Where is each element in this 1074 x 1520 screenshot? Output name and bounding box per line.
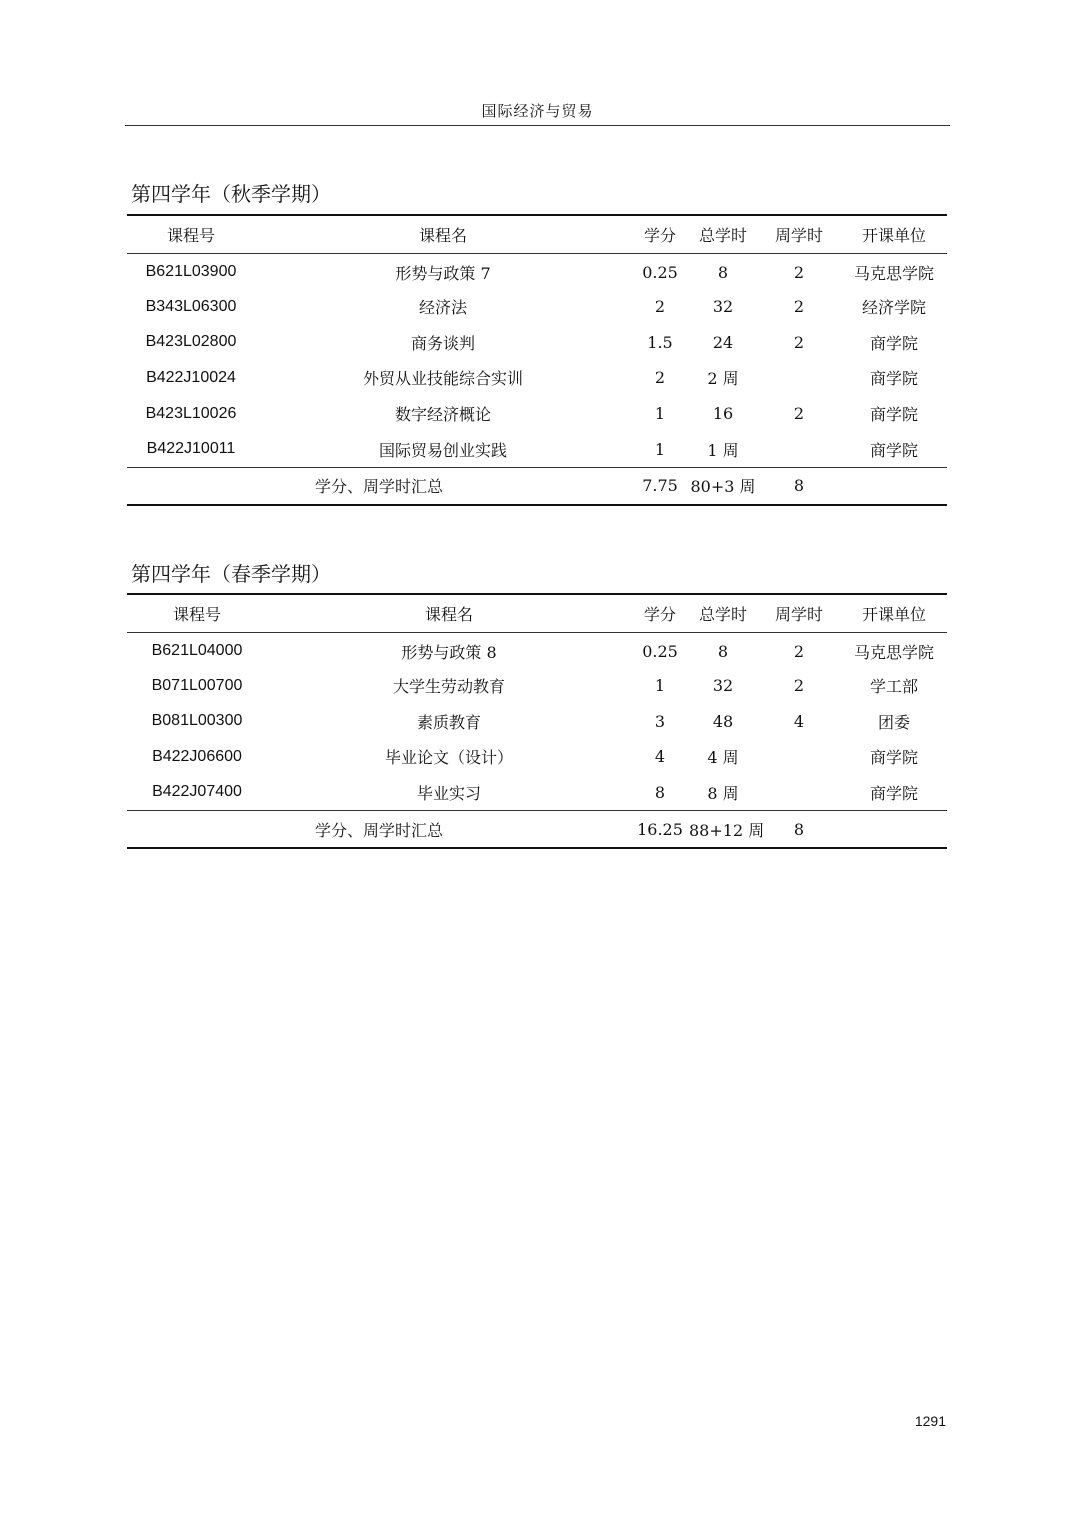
summary-row [127, 467, 947, 505]
course-name: 毕业论文（设计） [384, 748, 513, 768]
course-weekly-hours [757, 739, 841, 775]
course-weekly-hours: 2 [793, 404, 805, 424]
course-code: B423L02800 [145, 333, 237, 351]
summary-label: 学分、周学时汇总 [127, 467, 631, 505]
course-code: B621L04000 [151, 642, 243, 660]
course-credit: 1 [654, 404, 666, 424]
course-credit: 4 [654, 747, 666, 767]
course-hours: 32 [712, 297, 734, 317]
table-row [127, 775, 947, 811]
column-header-weekly: 周学时 [757, 215, 841, 253]
course-weekly-hours: 2 [793, 676, 805, 696]
table-header-row [127, 594, 947, 632]
course-hours: 24 [712, 332, 734, 352]
table-row [127, 396, 947, 432]
course-hours: 8 [717, 262, 729, 282]
course-credit: 2 [654, 297, 666, 317]
summary-dept [841, 467, 947, 505]
course-weekly-hours: 2 [793, 641, 805, 661]
course-credit: 0.25 [642, 262, 678, 282]
column-header-hours: 总学时 [689, 594, 757, 632]
course-hours: 48 [712, 711, 734, 731]
table-header-row [127, 215, 947, 253]
course-name: 商务谈判 [410, 333, 475, 353]
course-code: B423L10026 [145, 404, 237, 422]
table-row [127, 289, 947, 325]
course-weekly-hours [757, 431, 841, 467]
course-dept: 商学院 [869, 748, 918, 768]
course-name: 国际贸易创业实践 [378, 440, 507, 460]
column-header-name: 课程名 [255, 215, 631, 253]
course-name: 大学生劳动教育 [392, 677, 505, 697]
table-row [127, 431, 947, 467]
course-dept: 经济学院 [861, 298, 926, 318]
course-credit: 2 [654, 368, 666, 388]
course-hours: 32 [712, 676, 734, 696]
summary-row [127, 810, 947, 848]
spring-course-table [127, 593, 947, 849]
course-weekly-hours: 4 [793, 711, 805, 731]
table-row [127, 324, 947, 360]
course-weekly-hours: 2 [793, 297, 805, 317]
course-name: 形势与政策 7 [395, 263, 491, 283]
course-name: 形势与政策 8 [401, 642, 497, 662]
spring-section-title: 第四学年（春季学期） [131, 562, 331, 586]
column-header-name: 课程名 [267, 594, 631, 632]
course-hours: 2 周 [707, 369, 739, 389]
page-number: 1291 [914, 1413, 946, 1429]
summary-weekly-hours: 8 [757, 810, 841, 848]
course-dept: 学工部 [869, 677, 918, 697]
header-rule [125, 125, 950, 126]
course-name: 毕业实习 [416, 783, 481, 803]
course-credit: 0.25 [642, 641, 678, 661]
course-dept: 商学院 [869, 405, 918, 425]
course-dept: 商学院 [869, 440, 918, 460]
course-code: B422J07400 [152, 783, 242, 801]
course-code: B343L06300 [145, 297, 237, 315]
course-code: B422J10011 [146, 440, 236, 458]
summary-dept [841, 810, 947, 848]
table-row [127, 703, 947, 739]
course-hours: 8 周 [707, 783, 739, 803]
course-dept: 商学院 [869, 369, 918, 389]
course-hours: 4 周 [707, 748, 739, 768]
table-row [127, 668, 947, 704]
column-header-credit: 学分 [631, 215, 689, 253]
column-header-dept: 开课单位 [841, 215, 947, 253]
autumn-section-title: 第四学年（秋季学期） [131, 182, 331, 206]
running-header: 国际经济与贸易 [481, 102, 594, 120]
column-header-credit: 学分 [631, 594, 689, 632]
table-row [127, 360, 947, 396]
course-credit: 1 [654, 439, 666, 459]
column-header-hours: 总学时 [689, 215, 757, 253]
column-header-weekly: 周学时 [757, 594, 841, 632]
course-name: 经济法 [418, 298, 467, 318]
course-weekly-hours: 2 [793, 332, 805, 352]
course-dept: 商学院 [869, 333, 918, 353]
course-code: B422J06600 [152, 747, 242, 765]
course-dept: 马克思学院 [853, 263, 934, 283]
course-weekly-hours [757, 360, 841, 396]
course-dept: 商学院 [869, 783, 918, 803]
table-row [127, 739, 947, 775]
course-code: B621L03900 [145, 263, 237, 281]
summary-credit: 16.25 [631, 810, 689, 848]
course-hours: 16 [712, 404, 734, 424]
autumn-course-table [127, 214, 947, 506]
course-hours: 8 [717, 641, 729, 661]
summary-label: 学分、周学时汇总 [127, 810, 631, 848]
course-code: B071L00700 [151, 676, 243, 694]
course-credit: 1.5 [647, 332, 673, 352]
summary-hours: 80+3 周 [689, 467, 757, 505]
column-header-dept: 开课单位 [841, 594, 947, 632]
course-code: B081L00300 [151, 712, 243, 730]
course-credit: 8 [654, 782, 666, 802]
course-name: 素质教育 [416, 712, 481, 732]
table-row [127, 632, 947, 668]
column-header-code: 课程号 [127, 215, 255, 253]
table-row [127, 253, 947, 289]
summary-credit: 7.75 [631, 467, 689, 505]
course-credit: 1 [654, 676, 666, 696]
course-hours: 1 周 [707, 440, 739, 460]
column-header-code: 课程号 [127, 594, 267, 632]
summary-hours: 88+12 周 [689, 810, 757, 848]
course-name: 外贸从业技能综合实训 [362, 369, 523, 389]
course-weekly-hours: 2 [793, 262, 805, 282]
course-weekly-hours [757, 775, 841, 811]
course-name: 数字经济概论 [394, 405, 491, 425]
course-dept: 马克思学院 [853, 642, 934, 662]
course-credit: 3 [654, 711, 666, 731]
course-dept: 团委 [877, 712, 910, 732]
course-code: B422J10024 [146, 368, 236, 386]
summary-weekly-hours: 8 [757, 467, 841, 505]
